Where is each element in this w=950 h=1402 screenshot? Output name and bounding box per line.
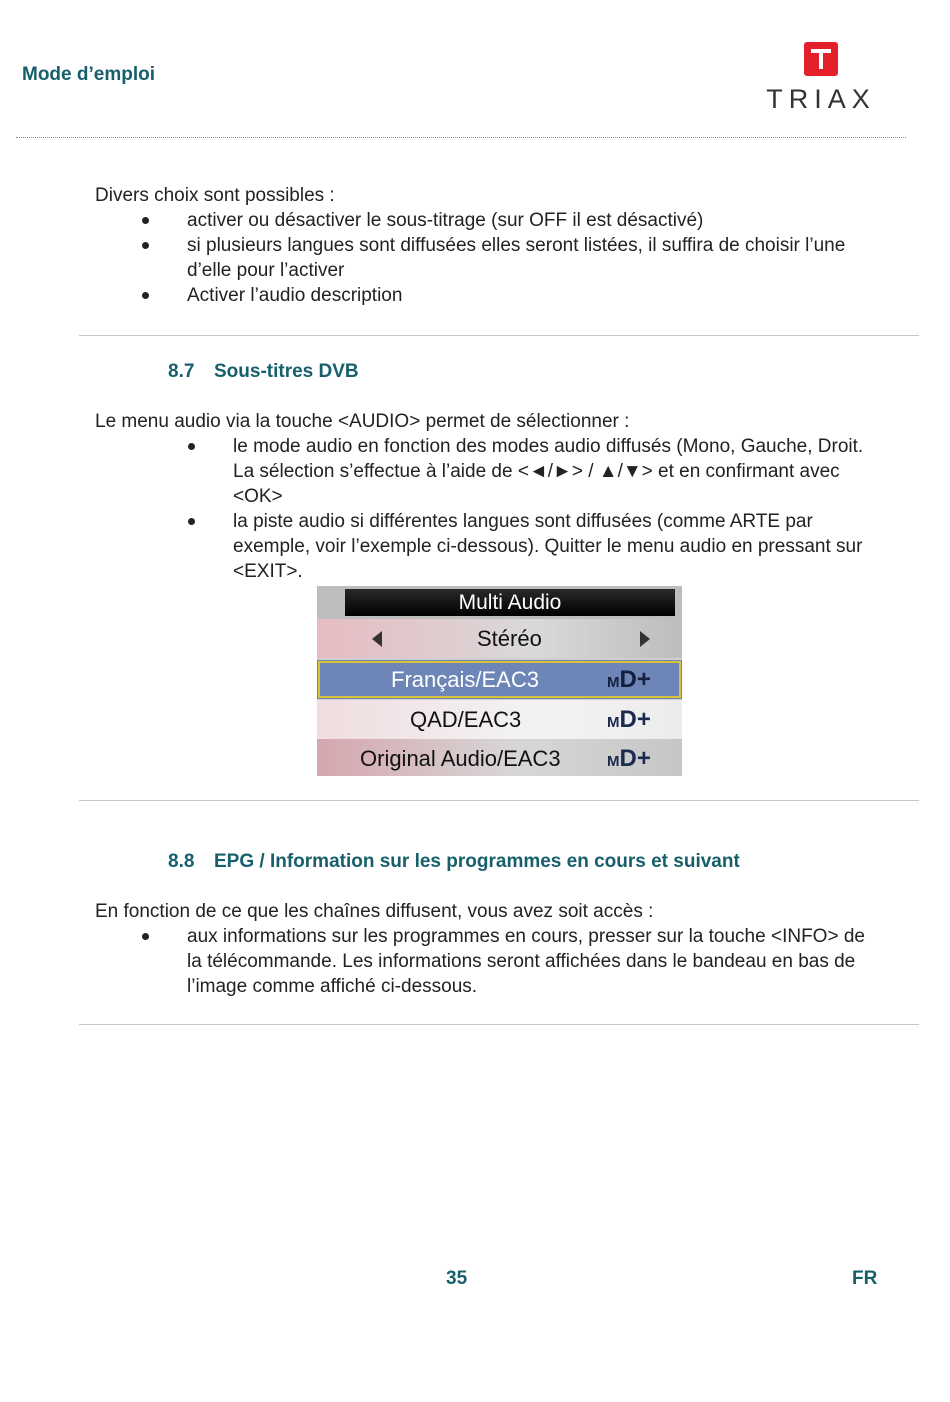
list-item-continuation — [186, 534, 916, 559]
bullet-icon — [142, 292, 149, 299]
intro-lead: Divers choix sont possibles : — [95, 185, 335, 206]
document-title: Mode d’emploi — [22, 64, 155, 85]
page-number: 35 — [446, 1268, 468, 1289]
list-item-text: la piste audio si différentes langues sont diffusées (comme ARTE par — [233, 511, 813, 532]
list-item — [186, 509, 916, 534]
section-title: Sous-titres DVB — [214, 361, 359, 382]
section-number: 8.8 — [168, 851, 195, 872]
header-divider — [16, 137, 906, 138]
list-item-text: si plusieurs langues sont diffusées elles seront listées, il suffira de choisir l’une — [187, 235, 846, 256]
audio-track-row — [317, 660, 682, 699]
bullet-icon — [142, 217, 149, 224]
list-item-continuation — [186, 459, 916, 484]
list-item-text: Activer l’audio description — [187, 285, 403, 306]
intro-bullet-list — [140, 208, 920, 308]
list-item-text: activer ou désactiver le sous-titrage (sur OFF il est désactivé) — [187, 210, 704, 231]
section-lead: Le menu audio via la touche <AUDIO> permet de sélectionner : — [95, 411, 630, 432]
osd-title: Multi Audio — [345, 589, 675, 616]
list-item-text: La sélection s’effectue à l’aide de <◄/►> / ▲/▼> et en confirmant avec — [233, 461, 840, 482]
language-code: FR — [852, 1268, 878, 1289]
epg-bullet-list — [140, 924, 920, 999]
list-item-continuation — [140, 974, 920, 999]
audio-track-row — [317, 700, 682, 739]
triax-logo — [758, 42, 884, 114]
section-number: 8.7 — [168, 361, 195, 382]
list-item-text: exemple, voir l’exemple ci-dessous). Quitter le menu audio en pressant sur — [233, 536, 863, 557]
section-heading-8-7 — [168, 361, 359, 383]
dolby-digital-plus-icon: MD+ — [607, 666, 651, 693]
list-item-text: d’elle pour l’activer — [187, 260, 345, 281]
section-title: EPG / Information sur les programmes en cours et suivant — [214, 851, 740, 872]
list-item-text: aux informations sur les programmes en cours, presser sur la touche <INFO> de — [187, 926, 865, 947]
logo-text: TRIAX — [766, 84, 876, 114]
audio-track-label: QAD/EAC3 — [410, 707, 522, 732]
bullet-icon — [188, 443, 195, 450]
list-item-continuation — [186, 484, 916, 509]
section-heading-8-8 — [168, 851, 740, 873]
audio-track-label: Original Audio/EAC3 — [360, 746, 561, 771]
list-item — [140, 924, 920, 949]
audio-mode-selector — [317, 619, 682, 658]
dolby-digital-plus-icon: MD+ — [607, 706, 651, 733]
list-item-text: l’image comme affiché ci-dessous. — [187, 976, 478, 997]
audio-bullet-list — [186, 434, 916, 584]
bullet-icon — [142, 242, 149, 249]
section-divider — [79, 335, 919, 336]
dolby-digital-plus-icon: MD+ — [607, 745, 651, 772]
list-item-text: le mode audio en fonction des modes audio diffusés (Mono, Gauche, Droit. — [233, 436, 864, 457]
multi-audio-menu-screenshot — [317, 586, 682, 776]
osd-title-bar — [317, 586, 682, 619]
arrow-right-icon — [640, 631, 650, 647]
list-item-text: <OK> — [233, 486, 283, 507]
section-divider — [79, 800, 919, 801]
arrow-left-icon — [372, 631, 382, 647]
section-lead: En fonction de ce que les chaînes diffusent, vous avez soit accès : — [95, 901, 654, 922]
bullet-icon — [142, 933, 149, 940]
list-item-continuation — [186, 559, 916, 584]
list-item — [140, 283, 920, 308]
list-item-continuation — [140, 949, 920, 974]
audio-track-row — [317, 739, 682, 776]
list-item — [140, 208, 920, 233]
list-item-text: <EXIT>. — [233, 561, 303, 582]
list-item-text: la télécommande. Les informations seront affichées dans le bandeau en bas de — [187, 951, 856, 972]
section-divider — [79, 1024, 919, 1025]
list-item — [140, 233, 920, 258]
audio-mode-label: Stéréo — [477, 626, 542, 651]
bullet-icon — [188, 518, 195, 525]
list-item — [186, 434, 916, 459]
logo-badge-icon — [804, 42, 838, 76]
list-item-continuation — [140, 258, 920, 283]
audio-track-label: Français/EAC3 — [391, 667, 539, 692]
